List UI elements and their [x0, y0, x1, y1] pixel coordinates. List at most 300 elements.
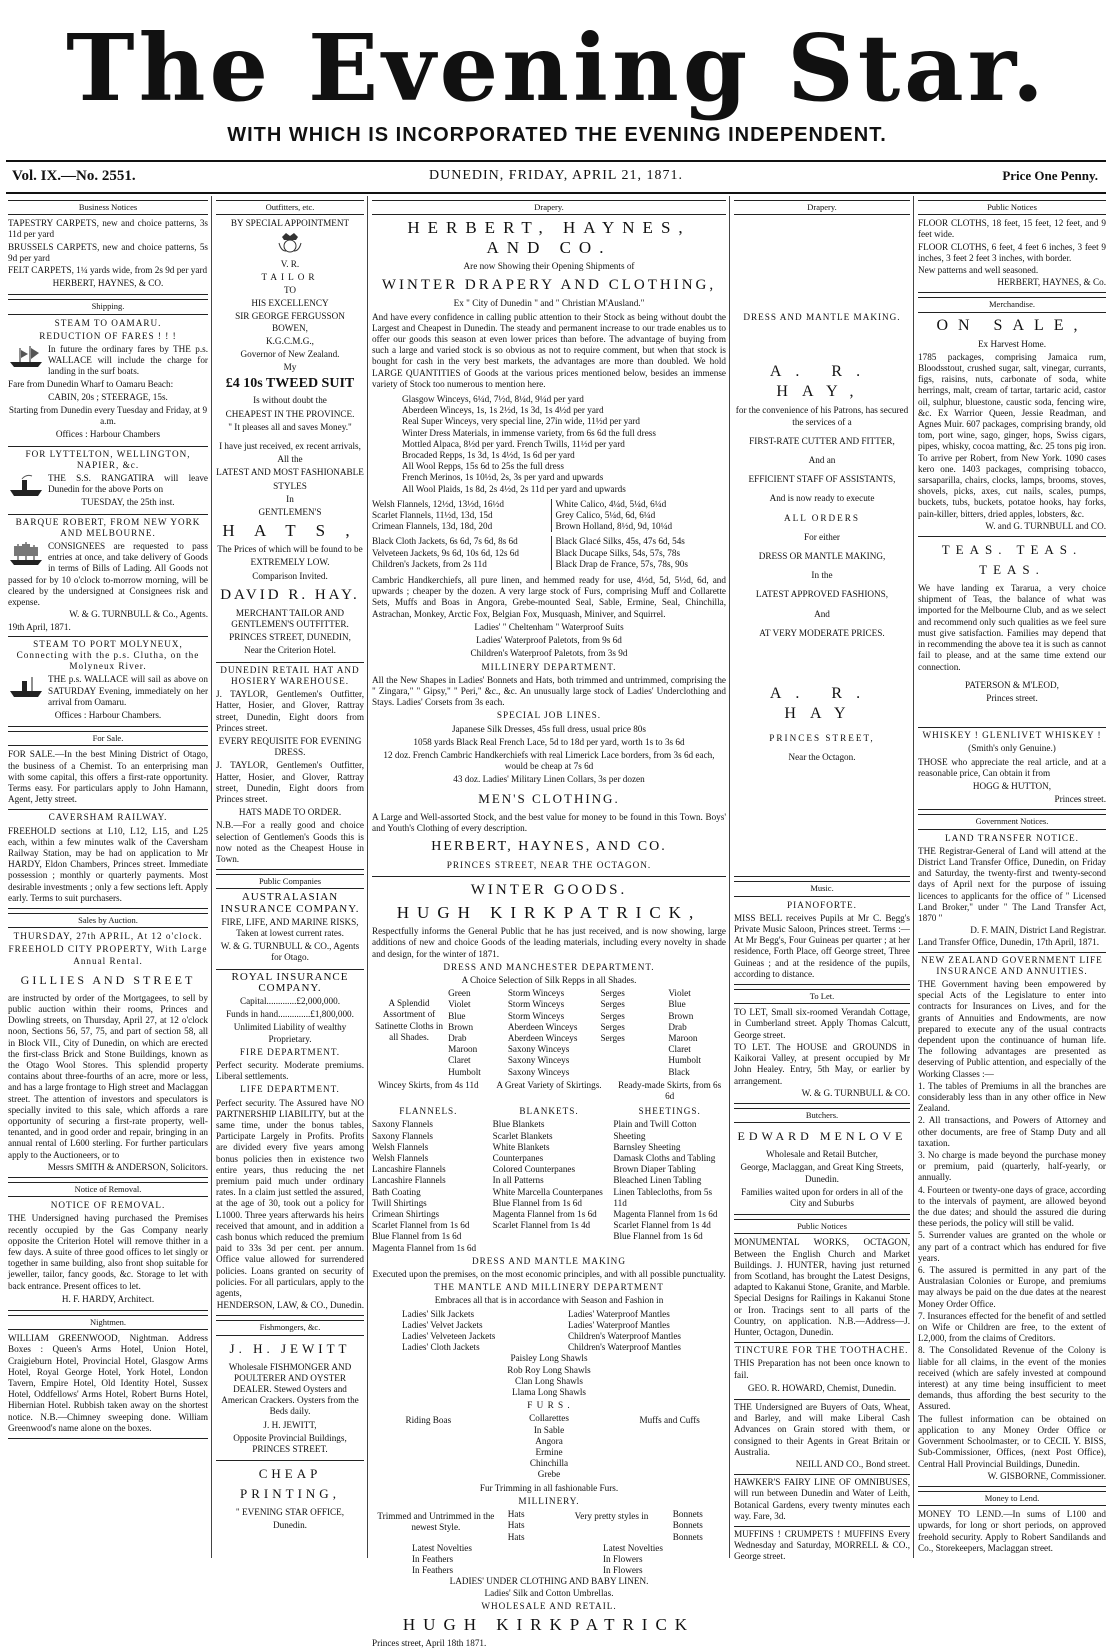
column-heading: BLANKETS. — [519, 1106, 579, 1117]
ad-line: Funds in hand..............£1,800,000. — [226, 1009, 354, 1020]
ad-signature: D. F. MAIN, District Land Registrar. — [970, 925, 1106, 936]
ad-line: HIS EXCELLENCY — [251, 298, 329, 309]
wincey-item: Aberdeen Winceys — [507, 1021, 578, 1032]
barque-icon — [8, 542, 44, 566]
shade-item: Blue — [448, 1010, 466, 1021]
section-heading: Drapery. — [734, 200, 910, 215]
list-item: Ermine — [535, 1447, 563, 1458]
price: Price One Penny. — [1002, 168, 1098, 183]
tweed-suit-offer: £4 10s TWEED SUIT — [225, 376, 355, 392]
ad-line: And is now ready to execute — [769, 493, 875, 504]
list-item: Barnsley Sheeting — [613, 1141, 681, 1152]
ad-signature: Messrs SMITH & ANDERSON, Solicitors. — [47, 1161, 208, 1172]
list-item: 7. Insurances effected for the benefit of and settled on Wife or Children are free, to the extent of L2,000, from the claims of Creditors. — [918, 1310, 1106, 1344]
list-item: Muffs and Cuffs — [639, 1415, 700, 1426]
ad-body: THIS Preparation has not been once known to fail. — [734, 1358, 910, 1380]
muffins-ad — [734, 1529, 910, 1567]
ad-line: Trimmed and Untrimmed in the newest Style. — [377, 1511, 495, 1533]
ad-heading: STEAM TO OAMARU. — [54, 317, 162, 328]
price-item: All Wool Plaids, 1s 8d, 2s 4½d, 2s 11d per yard and upwards — [402, 483, 626, 494]
nightman-ad — [8, 1333, 208, 1439]
ad-body: Cambric Handkerchiefs, all pure linen, and hemmed ready for use, 4½d, 5d, 5½d, 6d, and upwards ; cheaper by the dozen. A very large stock of Furs, comprising Muff and Collarette Sets, Muffs and Boas in Angora, Grebe-mounted Seal, Sable, Ermine, Seal, Chinchilla, Astrachan, Monkey, Arctic Fox, Belgian Fox, Musquash, Miniver, and Squirrel. — [372, 575, 726, 619]
ad-body: The fullest information can be obtained on application to any Money Order Office or Government Schoolmaster, or to CECIL Y. BISS, Sub-Commissioner, Offices, (next Post Office), Central Hall Provincial Buildings, Dunedin. — [918, 1413, 1106, 1469]
ad-line: Capital.............£2,000,000. — [239, 995, 341, 1006]
ad-line: Very pretty styles in — [574, 1511, 649, 1522]
flannels-blankets-table — [372, 1104, 726, 1254]
oats-ad — [734, 1402, 910, 1475]
list-item: Latest Novelties — [603, 1542, 663, 1553]
list-item: Scarlet Blankets — [492, 1130, 553, 1141]
list-item: Crimean Shirtings — [372, 1209, 440, 1220]
ad-line: Ex " City of Dunedin " and " Christian M'Ausland." — [453, 298, 645, 309]
price-item: Brown Holland, 8½d, 9d, 10¼d — [555, 521, 673, 532]
ad-line: TAILOR — [261, 271, 319, 282]
column-rule — [913, 196, 914, 1558]
ad-signature: W. & G. TURNBULL & CO. — [801, 1087, 910, 1098]
price-item: 1058 yards Black Real French Lace, 5d to 18d per yard, worth 1s to 3s 6d — [413, 736, 685, 747]
price-item: Glasgow Winceys, 6¼d, 7½d, 8¼d, 9¼d per yard — [402, 394, 584, 405]
wincey-item: Aberdeen Winceys — [507, 1032, 578, 1043]
ad-line: Comparison Invited. — [252, 570, 328, 581]
ad-line: Ex Harvest Home. — [977, 338, 1047, 349]
ad-line: Embraces all that is in accordance with Season and Fashion in — [434, 1295, 664, 1306]
list-item: Plain and Twill Cotton Sheeting — [613, 1119, 697, 1141]
ad-line: MERCHANT TAILOR AND GENTLEMEN'S OUTFITTER. — [231, 607, 349, 630]
section-heading: Public Companies — [216, 874, 364, 889]
price-item: Grey Calico, 5¼d, 6d, 6¼d — [555, 510, 656, 521]
tolet-ad — [734, 1007, 910, 1104]
ad-subheading: MEN'S CLOTHING. — [478, 790, 620, 806]
shade-item: Blue — [668, 999, 686, 1010]
monumental-ad — [734, 1237, 910, 1343]
list-item: Twill Shirtings — [372, 1197, 427, 1208]
list-item: Angora — [535, 1435, 563, 1446]
list-item: Collarettes — [529, 1413, 569, 1424]
list-item: Counterpanes — [492, 1153, 544, 1163]
shade-item: Claret — [668, 1044, 691, 1055]
price-item: Children's Waterproof Paletots, from 3s 9d — [470, 648, 628, 659]
ad-body: TO LET, Small six-roomed Verandah Cottage, in Cumberland street. Apply Thomas Calcutt, George street. — [734, 1007, 910, 1040]
ad-line: My — [283, 362, 297, 373]
barque-ad — [8, 517, 208, 637]
firm-name: HUGH KIRKPATRICK, — [396, 903, 702, 923]
ad-signature: HERBERT, HAYNES, & CO. — [52, 278, 164, 289]
ad-line: AT VERY MODERATE PRICES. — [759, 627, 885, 638]
ad-line: And — [814, 608, 830, 619]
ad-heading: NEW ZEALAND GOVERNMENT LIFE INSURANCE AND ANNUITIES. — [921, 954, 1103, 976]
ad-heading: WINTER GOODS. — [470, 882, 628, 899]
ad-line: Fur Trimming in all fashionable Furs. — [479, 1482, 619, 1493]
price-item: 43 doz. Ladies' Military Linen Collars, 3s per dozen — [453, 774, 645, 785]
shade-item: Brown — [668, 1010, 694, 1021]
ad-line: A Splendid Assortment of Satinette Cloths in all Shades. — [375, 998, 444, 1042]
ad-body: CONSIGNEES are requested to pass entries at once, and take delivery of Goods in terms of Bills of Lading. All Goods not passed for by 10 o'clock to-morrow morning, will be cleared by the undersigned at Consignees risk and expense. — [8, 541, 208, 608]
teas-ad — [918, 540, 1106, 728]
money-lend-ad — [918, 1509, 1106, 1558]
ad-body: THE Government having been empowered by special Acts of the Legislature to enter into contracts for Insurances on Lives, and for the grants of Annuities and Endowments, are now prepared to execute any of the usual contracts dependent upon the continuance of human life. The following advantages are presented as deserving of Public attention, and especially of the Working Classes :— — [918, 978, 1106, 1079]
list-item: Magenta Flannel from 1s 6d — [492, 1209, 597, 1220]
ad-body: FLOOR CLOTHS, 6 feet, 4 feet 6 inches, 3 feet 9 inches, 3 feet 2 feet 3 inches, with border. — [918, 241, 1106, 263]
list-item: Children's Waterproof Mantles — [568, 1342, 682, 1353]
ad-signature: HOGG & HUTTON, — [972, 780, 1052, 791]
ad-date: Land Transfer Office, Dunedin, 17th April, 1871. — [918, 937, 1100, 948]
oamaru-ad — [8, 318, 208, 447]
section-heading: Public Notices — [918, 200, 1106, 215]
list-item: Ladies' Velveteen Jackets — [402, 1331, 496, 1342]
list-item: Grebe — [537, 1469, 561, 1480]
list-item: Paisley Long Shawls — [510, 1353, 588, 1364]
caversham-ad — [8, 812, 208, 909]
millinery-table — [372, 1509, 726, 1543]
ad-line: I have just received, ex recent arrivals, — [219, 441, 361, 452]
steamer-icon — [8, 675, 44, 699]
ad-heading: STEAM TO PORT MOLYNEUX, Connecting with the p.s. Clutha, on the Molyneux River. — [16, 638, 200, 672]
ad-line: In — [286, 493, 294, 504]
shade-item: Violet — [668, 988, 691, 999]
firm-name: HERBERT, HAYNES, AND CO. — [407, 218, 691, 258]
wincey-item: Saxony Winceys — [507, 1055, 570, 1066]
ad-line: Near the Octagon. — [788, 752, 856, 763]
ad-line: Princes street. — [1054, 794, 1106, 805]
ad-signature: H. F. HARDY, Architect. — [61, 1293, 155, 1304]
price-item: Scarlet Flannels, 11½d, 13d, 15d — [372, 510, 493, 521]
ad-line: BRUSSELS CARPETS, new and choice patterns, 5s 9d per yard — [8, 241, 208, 263]
ad-line: Governor of New Zealand. — [240, 349, 340, 360]
ad-body: We have landing ex Tararua, a very choice shipment of Teas, the balance of what was imported for the Melbourne Club, and as we select and recommend only such qualities as we feel sure must give satisfaction. Families may depend that in recommending the above tea it is such as cannot fail to please, and at the same time extend our connection. — [918, 583, 1106, 672]
firm-name: HUGH KIRKPATRICK — [402, 1614, 696, 1634]
ad-signature: W. & G. TURNBULL & Co., Agents. — [69, 609, 208, 620]
ad-line: Wholesale and Retail Butcher, — [766, 1149, 878, 1160]
list-item: Ladies' Cloth Jackets — [402, 1342, 480, 1353]
price-item: Brocaded Repps, 1s 3d, 1s 4½d, 1s 6d per yard — [402, 450, 575, 461]
price-item: Ladies' Waterproof Paletots, from 9s 6d — [476, 635, 622, 646]
list-item: In all Patterns — [492, 1175, 544, 1186]
ad-body: All the New Shapes in Ladies' Bonnets and Hats, both trimmed and untrimmed, comprising the " Zingara," " Gipsy," " Peri," &c., &c. An unusually large stock of Ladies' Underclothing and Stays. Ladies' Corsets from 3s each. — [372, 674, 726, 708]
ad-body: J. TAYLOR, Gentlemen's Outfitter, Hatter, Hosier, and Glover, Rattray street, Dunedin, Eight doors from Princes street. — [216, 760, 364, 804]
ad-line: ALL ORDERS — [783, 512, 861, 523]
steamer-icon — [8, 474, 44, 498]
whiskey-ad — [918, 730, 1106, 810]
list-item: Ladies' Velvet Jackets — [402, 1319, 483, 1330]
mantle-table — [372, 1309, 726, 1354]
ad-line: Are now Showing their Opening Shipments of — [463, 261, 635, 272]
ad-signature: W. GISBORNE, Commissioner. — [987, 1470, 1106, 1481]
ad-line: Princes street. — [986, 692, 1038, 703]
list-item: White Blankets — [492, 1141, 550, 1152]
ad-date: THURSDAY, 27th APRIL, At 12 o'clock. — [13, 931, 203, 942]
ad-line: LADIES' UNDER CLOTHING AND BABY LINEN. — [449, 1576, 649, 1587]
ad-line: BY SPECIAL APPOINTMENT — [230, 218, 350, 229]
section-heading: Outfitters, etc. — [216, 200, 364, 215]
list-item: Bonnets — [672, 1509, 703, 1520]
list-item: Scarlet Flannel from 1s 6d — [372, 1220, 470, 1231]
ad-date: 19th April, 1871. — [8, 621, 71, 632]
hay-tailor-ad — [216, 218, 364, 662]
kirkpatrick-ad — [372, 880, 726, 1652]
ad-body: Perfect security. Moderate premiums. Liberal settlements. — [216, 1059, 364, 1082]
ad-heading: BARQUE ROBERT, FROM NEW YORK AND MELBOURNE. — [15, 516, 201, 538]
ad-heading: FOR LYTTELTON, WELLINGTON, NAPIER, &c. — [25, 448, 191, 470]
ad-line: (Smith's only Genuine.) — [968, 743, 1056, 754]
ad-line: for the convenience of his Patrons, has secured the services of a — [735, 405, 909, 427]
list-item: 5. Surrender values are granted on the whole or any part of a contract which has endured for five years. — [918, 1230, 1106, 1263]
section-heading: Notice of Removal. — [8, 1182, 208, 1197]
list-item: Welsh Flannels — [372, 1153, 429, 1163]
list-item: Welsh Flannels — [372, 1141, 429, 1152]
price-item: Winter Dress Materials, in immense variety, from 6s 6d the full dress — [402, 427, 656, 438]
firm-name: A. R. HAY — [769, 685, 875, 723]
fare-prices: CABIN, 20s ; STEERAGE, 15s. — [48, 391, 168, 402]
firm-name: A. R. HAY, — [769, 363, 875, 401]
wincey-item: Storm Winceys — [507, 999, 565, 1010]
ad-signature: PATERSON & M'LEOD, — [965, 679, 1059, 690]
ad-body: THOSE who appreciate the real article, and at a reasonable price, Can obtain it from — [918, 756, 1106, 778]
ad-line: PRINCES STREET, — [769, 733, 875, 744]
column-rule — [367, 196, 368, 1558]
shade-item: Drab — [668, 1021, 687, 1032]
price-item: Children's Jackets, from 2s 11d — [372, 558, 487, 569]
ad-line: In the — [811, 570, 833, 581]
tincture-ad — [734, 1345, 910, 1400]
list-item: Clan Long Shawls — [515, 1375, 583, 1386]
price-item: Black Cloth Jackets, 6s 6d, 7s 6d, 8s 6d — [372, 536, 518, 547]
serge-item: Serges — [600, 1032, 625, 1043]
section-heading: Music. — [734, 881, 910, 896]
wincey-item: Storm Winceys — [507, 988, 565, 999]
ad-line: A Great Variety of Skirtings. — [496, 1079, 602, 1090]
column-heading: FLANNELS. — [399, 1106, 458, 1117]
ad-line: DRESS OR MANTLE MAKING, — [758, 551, 886, 562]
ad-body: Perfect security. The Assured have NO PARTNERSHIP LIABILITY, but at the same time, under the bonus tables, Participate Largely in Profits. Profits are divided every five years among bonus policies then in existence two entire years, thus reducing the net premium paid much under ordinary rates. In a claim just settled the assured, at the age of 30, took out a policy for L1000. Three years afterwards his heirs received that amount, and in addition a cash bonus which reduced the premium paid to 33s 3d per cent. per annum. Office value allowed for surrendered policies. Loans granted on security of policies. For all particulars, apply to the agents, — [216, 1097, 364, 1299]
ad-body: FOR SALE.—In the best Mining District of Otago, the business of a Chemist. To an enterprising man with some capital, this offers a first-rate opportunity. Terms easy. For particulars apply to John Hamann, Agent, Jetty street. — [8, 749, 208, 805]
ad-body: HAWKER'S FAIRY LINE OF OMNIBUSES, will run between Dunedin and Water of Leith, Botanical Gardens, every twenty minutes each way. Fare, 3d. — [734, 1477, 910, 1521]
list-item: 2. All transactions, and Powers of Attorney and other documents, are free of Stamp Duty and all taxation. — [918, 1115, 1106, 1148]
ad-body: Starting from Dunedin every Tuesday and Friday, at 9 a.m. — [8, 405, 208, 427]
ad-body: THE Registrar-General of Land will attend at the District Land Transfer Office, Dunedin, on Friday and Saturday, the twenty-first and twenty-second days of April next for the purpose of issuing licences to applicants for the office of " Licensed Land Broker," under " The Land Transfer Act, 1870 " — [918, 845, 1106, 923]
list-item: 1. The tables of Premiums in all the branches are considerably less than in any other office in New Zealand. — [918, 1080, 1106, 1114]
section-heading: Merchandise. — [918, 297, 1106, 312]
ad-date: Princes street, April 18th 1871. — [372, 1637, 487, 1648]
herbert-haynes-ad — [372, 218, 726, 877]
furs-table — [372, 1413, 726, 1480]
list-item: Scarlet Flannel from 1s 4d — [492, 1220, 591, 1231]
ad-body: MONEY TO LEND.—In sums of L100 and upwards, for long or short periods, on approved freehold security. Apply to Robert Sandilands and Co., Storekeepers, Maclaggan street. — [918, 1509, 1106, 1553]
shade-item: Black — [668, 1066, 690, 1077]
ad-signature: HENDERSON, LAW, & CO., Dunedin. — [216, 1300, 364, 1311]
list-item: Linen Tablecloths, from 5s 11d — [613, 1186, 713, 1208]
novelties-table — [372, 1543, 726, 1577]
list-item: Scarlet Flannel from 1s 4d — [613, 1220, 711, 1231]
ad-heading: LAND TRANSFER NOTICE. — [945, 832, 1079, 843]
list-item: Riding Boas — [405, 1415, 452, 1426]
price-item: Real Super Winceys, very special line, 27in wide, 11½d per yard — [402, 416, 640, 427]
price-item: Velveteen Jackets, 9s 6d, 10s 6d, 12s 6d — [372, 547, 519, 558]
column-1 — [8, 196, 208, 1558]
list-item: In Feathers — [412, 1565, 454, 1576]
list-item: Brown Diaper Tabling — [613, 1164, 696, 1175]
column-rule — [211, 196, 212, 1558]
ad-line: George, Maclaggan, and Great King Streets, Dunedin. — [740, 1162, 904, 1184]
list-item: Chinchilla — [529, 1458, 569, 1469]
nz-life-insurance-ad — [918, 955, 1106, 1487]
column-heading: SHEETINGS. — [638, 1106, 701, 1117]
ad-signature: NEILL AND CO., Bond street. — [795, 1458, 910, 1469]
list-item: Magenta Flannel from 1s 6d — [613, 1209, 718, 1220]
ad-line: " EVENING STAR OFFICE, — [235, 1507, 345, 1518]
ad-body: FREEHOLD sections at L10, L12, L15, and L25 each, within a few minutes walk of the Caversham Railway Station, may be had on application to Mr HARDY, Eldon Chambers, Princes street. Immediate possession ; monthly or quarterly payments. Most desirable investments ; only a few sections left. Apply early. Terms to suit purchasers. — [8, 825, 208, 903]
ad-body: 1785 packages, comprising Jamaica rum, Bloodsstout, crushed sugar, salt, vinegar, currants, figs, raisins, nuts, carbonate of soda, white herrings, malt, cream of tartar, tartaric acid, castor oil, sulphur, bluestone, caustic soda, fencing wire, &c. Ex Warrior Queen, Jessie Readman, and Agnes Muir. 607 packages, comprising brandy, old tom, port wine, sago, ginger, hops, Swiss cigars, pipes, whisky, cocoa matting, &c. 25 tons pig iron. To arrive per Robert, from New York. 1090 cases kero one. 1403 packages, comprising tobacco, sarsaparilla, chairs, clocks, lamps, brooms, stoves, shovels, picks, axes, cut nails, scales, pumps, buckets, tubs, buckets, potatoe hooks, hay forks, pain-killer, bitters, dried apples, lobsters, &c. — [918, 351, 1106, 519]
section-heading: Public Notices — [734, 1219, 910, 1234]
ad-body: THE p.s. WALLACE will sail as above on SATURDAY Evening, immediately on her arrival from Oamaru. — [48, 674, 208, 707]
section-heading: Shipping. — [8, 299, 208, 314]
ad-subheading: SPECIAL JOB LINES. — [496, 710, 602, 721]
section-heading: Money to Lend. — [918, 1491, 1106, 1506]
list-item: Ladies' Waterproof Mantles — [568, 1319, 670, 1330]
ad-line: HATS MADE TO ORDER. — [238, 807, 342, 818]
column-2 — [216, 196, 364, 1558]
shade-item: Humbolt — [668, 1055, 702, 1066]
shade-item: Drab — [448, 1032, 467, 1043]
ad-body: Executed upon the premises, on the most economic principles, and with all possible punctuality. — [372, 1269, 726, 1280]
ad-signature: Offices : Harbour Chambers. — [54, 709, 162, 720]
ad-heading: DRESS AND MANTLE MAKING. — [743, 312, 901, 323]
ad-subheading: LIFE DEPARTMENT. — [240, 1084, 340, 1095]
price-item: Japanese Silk Dresses, 45s full dress, usual price 80s — [452, 723, 646, 734]
ad-line: TO — [283, 285, 297, 296]
carpets-ad — [8, 218, 208, 295]
ad-signature: W. & G. TURNBULL & CO., Agents for Otago. — [220, 941, 360, 963]
chemist-sale-ad — [8, 749, 208, 810]
dateline — [6, 160, 1106, 194]
ad-heading: AUSTRALASIAN INSURANCE COMPANY. — [220, 891, 360, 915]
shade-item: Maroon — [668, 1032, 698, 1043]
ad-heading: WHISKEY ! GLENLIVET WHISKEY ! — [922, 730, 1102, 741]
cheap-printing-ad — [216, 1464, 364, 1536]
ad-signature: HERBERT, HAYNES, & Co. — [997, 277, 1106, 288]
column-4 — [734, 196, 910, 1562]
auction-ad — [8, 931, 208, 1178]
ad-heading: WINTER DRAPERY AND CLOTHING, — [381, 277, 717, 294]
ad-subheading: F U R S . — [527, 1400, 571, 1411]
ad-body: New patterns and well seasoned. — [918, 265, 1039, 276]
pianoforte-ad — [734, 900, 910, 985]
ad-line: Families waited upon for orders in all of the City and Suburbs — [741, 1186, 903, 1208]
price-item: Black Ducape Silks, 54s, 57s, 78s — [555, 547, 681, 558]
ad-line: V. R. — [280, 258, 300, 269]
list-item: In Feathers — [412, 1553, 454, 1564]
wincey-item: Saxony Winceys — [507, 1044, 570, 1055]
list-item: In Flowers — [603, 1553, 643, 1564]
jewitt-name: J. H. JEWITT — [229, 1340, 351, 1356]
section-heading: Drapery. — [372, 200, 726, 215]
ad-body: Respectfully informs the General Public that he has just received, and is now showing, large additions of new and choice Goods of the leading materials, including every novelty in shade and design, for the winter of 1871. — [372, 926, 726, 959]
serge-item: Serges — [600, 1010, 625, 1021]
list-item: Lancashire Flannels — [372, 1175, 446, 1186]
ad-line: TAPESTRY CARPETS, new and choice patterns, 3s 11d per yard — [8, 218, 208, 240]
ship-icon — [8, 345, 44, 369]
ad-line: Ready-made Skirts, from 6s 6d — [618, 1079, 722, 1101]
list-item: 4. Fourteen or twenty-one days of grace, according to the intervals of payment, are allowed beyond the due dates; and should the assured die during these periods, the policy will still be valid. — [918, 1184, 1106, 1229]
ad-subheading: REDUCTION OF FARES ! ! ! — [39, 330, 177, 341]
list-item: Damask Cloths and Tabling — [613, 1153, 716, 1163]
ad-body: N.B.—For a really good and choice selection of Gentlemen's Goods this is now noted as the Cheapest House in Town. — [216, 820, 364, 864]
volume-number: Vol. IX.—No. 2551. — [12, 168, 136, 184]
price-item: Aberdeen Winceys, 1s, 1s 2½d, 1s 3d, 1s 4½d per yard — [402, 405, 604, 416]
ad-heading: CAVERSHAM RAILWAY. — [48, 812, 168, 823]
ad-heading: FREEHOLD CITY PROPERTY, With Large Annual Rental. — [8, 944, 208, 966]
ad-body: MUFFINS ! CRUMPETS ! MUFFINS Every Wednesday and Saturday, MORRELL & CO., George street. — [734, 1529, 910, 1562]
list-item: Magenta Flannel from 1s 6d — [372, 1242, 477, 1253]
ad-body: are instructed by order of the Mortgagees, to sell by public auction within their rooms, Princes and Dowling streets, on Thursday, April 27, at 12 o'clock noon, Sections 56, 57, 75, and part of section 58, all in Block VII., City of Dunedin, on which are erected the first-class Brick and Stone Buildings, known as the Otago Wool Stores. This splendid property contains about three-fourths of an acre, more or less, and has a large frontage to High street and Maclaggan street. The attention of investors and speculators is specially invited to this sale, which affords a rare opportunity of securing a first-rate property, well-tenanted, and in good order and repair, bringing in an annual rental of L600 sterling. For further particulars apply to the Auctioneers, or to — [8, 992, 208, 1160]
column-3 — [372, 196, 726, 1648]
omnibus-ad — [734, 1477, 910, 1527]
shade-item: Green — [448, 988, 471, 999]
ad-heading: TINCTURE FOR THE TOOTHACHE. — [735, 1345, 909, 1356]
ad-line: Is without doubt the — [253, 395, 327, 406]
ad-body: FLOOR CLOTHS, 18 feet, 15 feet, 12 feet, and 9 feet wide. — [918, 218, 1106, 240]
newspaper-subtitle: WITH WHICH IS INCORPORATED THE EVENING INDEPENDENT. — [227, 124, 887, 146]
ad-body: Wholesale FISHMONGER AND POULTERER AND OYSTER DEALER. Stewed Oysters and American Crackers. Oysters from the Beds daily. — [221, 1361, 359, 1417]
list-item: Bath Coating — [372, 1186, 421, 1197]
ad-line: FELT CARPETS, 1¼ yards wide, from 2s 9d per yard — [8, 265, 208, 276]
ad-subheading: FIRE DEPARTMENT. — [239, 1046, 341, 1057]
ad-body: THE Undersigned having purchased the Premises recently occupied by the Gas Company nearly opposite the Criterion Hotel will remove thither in a few days. A suite of three good offices to let singly or together in same building, also front shop suitable for jeweller, tailor, fancy goods, &c. Storage to let with back entrance. Present offices to let. — [8, 1213, 208, 1291]
list-item: Lancashire Flannels — [372, 1164, 446, 1175]
list-item: Rob Roy Long Shawls — [507, 1364, 591, 1375]
ad-line: And an — [808, 455, 836, 466]
australasian-insurance-ad — [216, 892, 364, 969]
ad-body: TO LET. The HOUSE and GROUNDS in Kaikorai Valley, at present occupied by Mr John Healey. Entry, 5th May, or earlier by arrangement. — [734, 1041, 910, 1086]
section-heading: Butchers. — [734, 1108, 910, 1123]
column-5 — [918, 196, 1106, 1558]
column-rule — [729, 196, 730, 1558]
section-heading: Sales by Auction. — [8, 913, 208, 928]
ad-body: In future the ordinary fares by THE p.s. WALLACE will include the charge for landing in the surf boats. — [48, 344, 208, 377]
ad-line: The Prices of which will be found to be — [217, 544, 363, 555]
ad-body: A Large and Well-assorted Stock, and the best value for money to be found in this Town. Boys' and Youth's Clothing of every description. — [372, 811, 726, 833]
ad-heading: NOTICE OF REMOVAL. — [50, 1200, 166, 1211]
ad-subheading: DRESS AND MANTLE MAKING — [472, 1255, 626, 1266]
shade-item: Violet — [448, 999, 471, 1010]
list-item: 8. The Consolidated Revenue of the Colony is liable for all claims, in the event of the monies received (which are safely invested at compound interest) at any time being insufficient to meet demands, thus affording the best security to the Assured. — [918, 1345, 1106, 1412]
list-item: Children's Waterproof Mantles — [568, 1331, 682, 1342]
ad-line: Dunedin. — [273, 1520, 307, 1531]
price-item: 12 doz. French Cambric Handkerchiefs with real Limerick Lace borders, from 3s 6d each, would be cheap at 7s 6d — [383, 749, 715, 772]
ad-line: LATEST APPROVED FASHIONS, — [755, 589, 889, 600]
price-item: Ladies' " Cheltenham " Waterproof Suits — [474, 621, 624, 632]
ad-line: FIRE, LIFE, AND MARINE RISKS, Taken at lowest current rates. — [221, 916, 359, 938]
serge-item: Serges — [600, 988, 625, 999]
list-item: Blue Blankets — [492, 1119, 545, 1130]
splendid-cell — [372, 988, 446, 1078]
shade-item: Brown — [448, 1021, 474, 1032]
jewitt-ad — [216, 1339, 364, 1462]
wincey-item: Saxony Winceys — [507, 1066, 570, 1077]
price-list — [402, 394, 726, 495]
hats-heading: H A T S , — [222, 521, 358, 541]
list-item: Ladies' Silk Jackets — [402, 1308, 475, 1319]
ad-line: Opposite Provincial Buildings, PRINCES STREET. — [233, 1432, 347, 1455]
ad-line: FIRST-RATE CUTTER AND FITTER, — [749, 435, 895, 446]
price-item: Black Glacé Silks, 45s, 47s 6d, 54s — [555, 536, 685, 547]
ad-line: Near the Criterion Hotel. — [244, 645, 336, 656]
section-heading: For Sale. — [8, 731, 208, 746]
list-item: Blue Flannel from 1s 6d — [613, 1231, 703, 1242]
ad-heading: DUNEDIN RETAIL HAT AND HOSIERY WAREHOUSE. — [220, 664, 360, 686]
ad-line: All the — [277, 454, 303, 465]
masthead — [0, 0, 1114, 165]
ad-date: TUESDAY, the 25th inst. — [81, 497, 175, 508]
